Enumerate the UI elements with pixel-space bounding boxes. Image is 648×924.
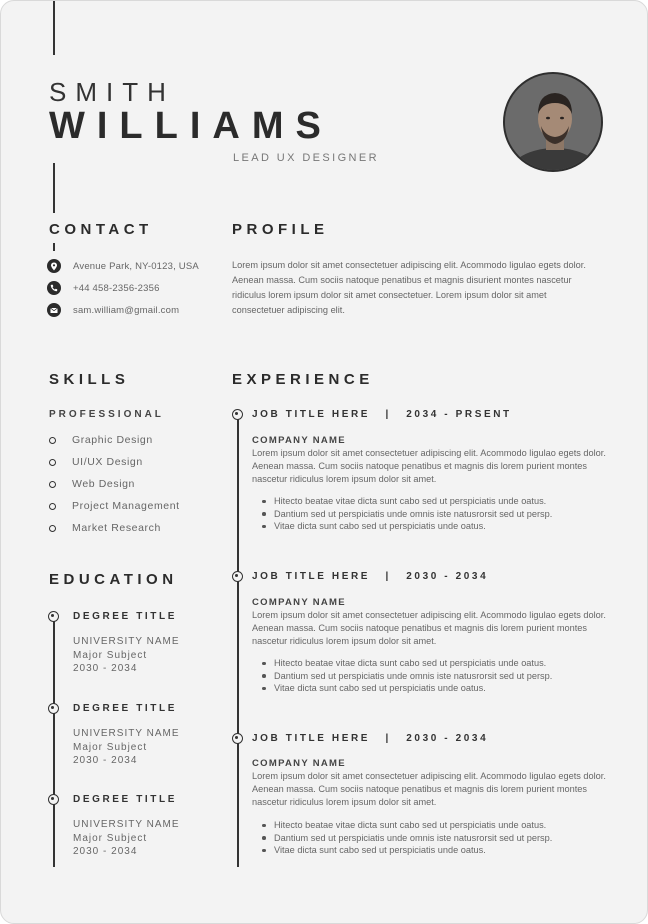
job-years: 2034 - PRSENT	[406, 409, 512, 420]
company-name: COMPANY NAME	[252, 435, 346, 446]
profile-text: Lorem ipsum dolor sit amet consectetuer adipiscing elit. Acommodo ligulao egets dolor. Aenean massa. Cum sociis natoque penatibus et magnis disurient montes nascetur ridiculus lorem ipsum dolor sit amet consectetuer. Lorem ipsum dolor sit amet consectetuer adipiscing elit.	[232, 260, 586, 315]
job-bullets	[261, 657, 552, 695]
job-separator: |	[385, 571, 391, 582]
experience-title: EXPERIENCE	[232, 371, 374, 388]
bullet-circle-icon	[49, 437, 56, 444]
skill-item	[49, 456, 143, 468]
job-title: JOB TITLE HERE	[252, 409, 371, 420]
first-name: SMITH	[49, 77, 175, 107]
job-bullet: Vitae dicta sunt cabo sed ut perspiciatis unde oatus.	[261, 520, 552, 533]
job-years: 2030 - 2034	[406, 571, 489, 582]
job-description: Lorem ipsum dolor sit amet consectetuer adipiscing elit. Acommodo ligulao egets dolor. Aenean massa. Cum sociis natoque penatibus et magnis dis lorem purient montes nascetur ridiculus lorem ipsum dolor sit amet.	[252, 448, 606, 484]
timeline-node-icon	[232, 733, 243, 744]
bullet-circle-icon	[49, 525, 56, 532]
skill-label: UI/UX Design	[72, 456, 143, 468]
job-separator: |	[385, 409, 391, 420]
education-years: 2030 - 2034	[73, 846, 138, 857]
job-separator: |	[385, 733, 391, 744]
skill-item	[49, 434, 153, 446]
job-heading	[252, 571, 488, 582]
last-name: WILLIAMS	[49, 105, 333, 147]
contact-email[interactable]: sam.william@gmail.com	[73, 304, 180, 316]
profile-title: PROFILE	[232, 221, 329, 238]
major-subject: Major Subject	[73, 649, 148, 661]
timeline-node-icon	[48, 611, 59, 622]
job-years: 2030 - 2034	[406, 733, 489, 744]
education-details	[73, 727, 180, 768]
job-bullet: Dantium sed ut perspiciatis unde omnis iste natusrorsit sed ut persp.	[261, 508, 552, 521]
experience-timeline	[237, 415, 239, 867]
university-name: UNIVERSITY NAME	[73, 728, 180, 739]
company-name: COMPANY NAME	[252, 597, 346, 608]
education-details	[73, 818, 180, 859]
skill-item	[49, 522, 161, 534]
contact-divider	[53, 243, 55, 251]
job-bullet: Dantium sed ut perspiciatis unde omnis iste natusrorsit sed ut persp.	[261, 832, 552, 845]
job-description: Lorem ipsum dolor sit amet consectetuer adipiscing elit. Acommodo ligulao egets dolor. Aenean massa. Cum sociis natoque penatibus et magnis dis lorem purient montes nascetur ridiculus lorem ipsum dolor sit amet.	[252, 610, 606, 646]
timeline-node-icon	[232, 409, 243, 420]
job-heading	[252, 409, 512, 420]
skill-label: Project Management	[72, 500, 180, 512]
job-description: Lorem ipsum dolor sit amet consectetuer adipiscing elit. Acommodo ligulao egets dolor. Aenean massa. Cum sociis natoque penatibus et magnis dis lorem purient montes nascetur ridiculus lorem ipsum dolor sit amet.	[252, 771, 606, 807]
skills-title: SKILLS	[49, 371, 130, 388]
skill-item	[49, 478, 135, 490]
envelope-icon	[47, 303, 61, 317]
contact-phone[interactable]: +44 458-2356-2356	[73, 282, 160, 294]
job-title: JOB TITLE HERE	[252, 571, 371, 582]
job-bullet: Hitecto beatae vitae dicta sunt cabo sed ut perspiciatis unde oatus.	[261, 495, 552, 508]
contact-phone-row	[47, 281, 160, 295]
timeline-node-icon	[48, 703, 59, 714]
bullet-circle-icon	[49, 481, 56, 488]
map-pin-icon	[47, 259, 61, 273]
education-timeline	[53, 617, 55, 867]
skill-label: Web Design	[72, 478, 136, 490]
skills-subtitle: PROFESSIONAL	[49, 409, 164, 420]
contact-email-row	[47, 303, 179, 317]
major-subject: Major Subject	[73, 741, 148, 753]
company-name: COMPANY NAME	[252, 758, 346, 769]
contact-address-row	[47, 259, 199, 273]
job-bullet: Vitae dicta sunt cabo sed ut perspiciatis unde oatus.	[261, 844, 552, 857]
job-heading	[252, 733, 488, 744]
contact-address: Avenue Park, NY-0123, USA	[73, 260, 199, 272]
bullet-circle-icon	[49, 503, 56, 510]
education-title: EDUCATION	[49, 571, 178, 588]
skill-label: Market Research	[72, 522, 161, 534]
contact-title: CONTACT	[49, 221, 153, 238]
job-bullets	[261, 495, 552, 533]
job-title: LEAD UX DESIGNER	[233, 152, 379, 164]
degree-title: DEGREE TITLE	[73, 611, 177, 622]
degree-title: DEGREE TITLE	[73, 794, 177, 805]
bullet-circle-icon	[49, 459, 56, 466]
timeline-node-icon	[48, 794, 59, 805]
job-bullet: Hitecto beatae vitae dicta sunt cabo sed ut perspiciatis unde oatus.	[261, 819, 552, 832]
university-name: UNIVERSITY NAME	[73, 819, 180, 830]
education-years: 2030 - 2034	[73, 755, 138, 766]
job-bullet: Hitecto beatae vitae dicta sunt cabo sed ut perspiciatis unde oatus.	[261, 657, 552, 670]
skill-item	[49, 500, 180, 512]
phone-icon	[47, 281, 61, 295]
job-bullet: Dantium sed ut perspiciatis unde omnis iste natusrorsit sed ut persp.	[261, 670, 552, 683]
education-years: 2030 - 2034	[73, 663, 138, 674]
major-subject: Major Subject	[73, 832, 148, 844]
portrait-image	[505, 74, 603, 172]
university-name: UNIVERSITY NAME	[73, 636, 180, 647]
degree-title: DEGREE TITLE	[73, 703, 177, 714]
header-bottom-line	[53, 163, 55, 213]
skill-label: Graphic Design	[72, 434, 153, 446]
header-top-line	[53, 1, 55, 55]
job-bullets	[261, 819, 552, 857]
job-title: JOB TITLE HERE	[252, 733, 371, 744]
profile-photo	[503, 72, 603, 172]
timeline-node-icon	[232, 571, 243, 582]
job-bullet: Vitae dicta sunt cabo sed ut perspiciatis unde oatus.	[261, 682, 552, 695]
education-details	[73, 635, 180, 676]
